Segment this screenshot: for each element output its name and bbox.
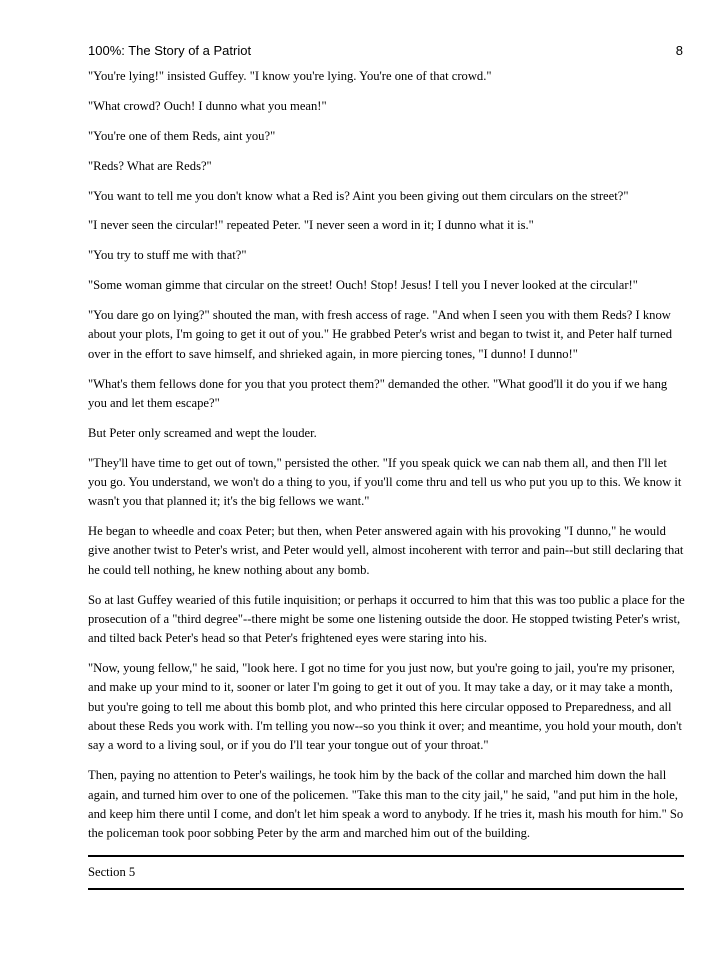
- paragraph: "I never seen the circular!" repeated Peter. "I never seen a word in it; I dunno what it is.": [88, 218, 534, 233]
- paragraph: "Some woman gimme that circular on the street! Ouch! Stop! Jesus! I tell you I never looked at the circular!": [88, 278, 638, 293]
- paragraph: "You're lying!" insisted Guffey. "I know you're lying. You're one of that crowd.": [88, 69, 492, 83]
- paragraph: "You try to stuff me with that?": [88, 248, 247, 263]
- paragraph: "You dare go on lying?" shouted the man, with fresh access of rage. "And when I seen you with them Reds? I know about your plots, I'm going to get it out of you." He grabbed Peter's wrist and began to twist it, and Peter half turned over in the effort to save himself, and shrieked again, in more piercing tones, "I dunno! I dunno!": [88, 308, 672, 361]
- section-heading: Section 5: [88, 865, 136, 879]
- paragraph: He began to wheedle and coax Peter; but then, when Peter answered again with his provoking "I dunno," he would give another twist to Peter's wrist, and Peter would yell, almost incoherent with terror and pain--but still declaring that he could tell nothing, he knew nothing about any bomb.: [88, 524, 684, 577]
- paragraph: But Peter only screamed and wept the louder.: [88, 425, 317, 440]
- book-title: 100%: The Story of a Patriot: [88, 43, 252, 58]
- section-divider-bottom: [88, 888, 684, 890]
- paragraph: "You're one of them Reds, aint you?": [88, 128, 276, 143]
- text-body: [88, 67, 688, 854]
- paragraph: "Now, young fellow," he said, "look here. I got no time for you just now, but you're going to jail, you're my prisoner, and make up your mind to it, sooner or later I'm going to get it out of you. It may take a day, or it may take a month, but you're going to tell me about this bomb plot, and who printed this here circular opposed to Preparedness, and all about these Reds you work with. I'm telling you now--so you think it over; and meantime, you hold your mouth, don't say a word to a living soul, or if you do I'll tear your tongue out of your throat.": [88, 661, 682, 753]
- page-number: 8: [675, 43, 683, 58]
- paragraph: "Reds? What are Reds?": [88, 158, 212, 173]
- paragraph: "What crowd? Ouch! I dunno what you mean!": [88, 98, 327, 113]
- paragraph: So at last Guffey wearied of this futile inquisition; or perhaps it occurred to him that this was too public a place for the prosecution of a "third degree"--there might be some one listening outside the door. He stopped twisting Peter's wrist, and tilted back Peter's head so that Peter's frightened eyes were staring into his.: [88, 592, 685, 646]
- paragraph: "You want to tell me you don't know what a Red is? Aint you been giving out them circulars on the street?": [88, 188, 629, 203]
- paragraph: "They'll have time to get out of town," persisted the other. "If you speak quick we can nab them all, and then I'll let you go. You understand, we won't do a thing to you, if you'll come thru and tell us who put you up to this. We know it wasn't you that planned it; it's the big fellows we want.": [88, 455, 682, 509]
- paragraph: Then, paying no attention to Peter's wailings, he took him by the back of the collar and marched him down the hall again, and turned him over to one of the policemen. "Take this man to the city jail," he said, "and put him in the hole, and keep him there until I come, and don't let him speak a word to anybody. If he tries it, mash his mouth for him." So the policeman took poor sobbing Peter by the arm and marched him out of the building.: [88, 768, 684, 841]
- paragraph: "What's them fellows done for you that you protect them?" demanded the other. "What good'll it do you if we hang you and let them escape?": [88, 376, 668, 410]
- section-divider-top: [88, 855, 684, 857]
